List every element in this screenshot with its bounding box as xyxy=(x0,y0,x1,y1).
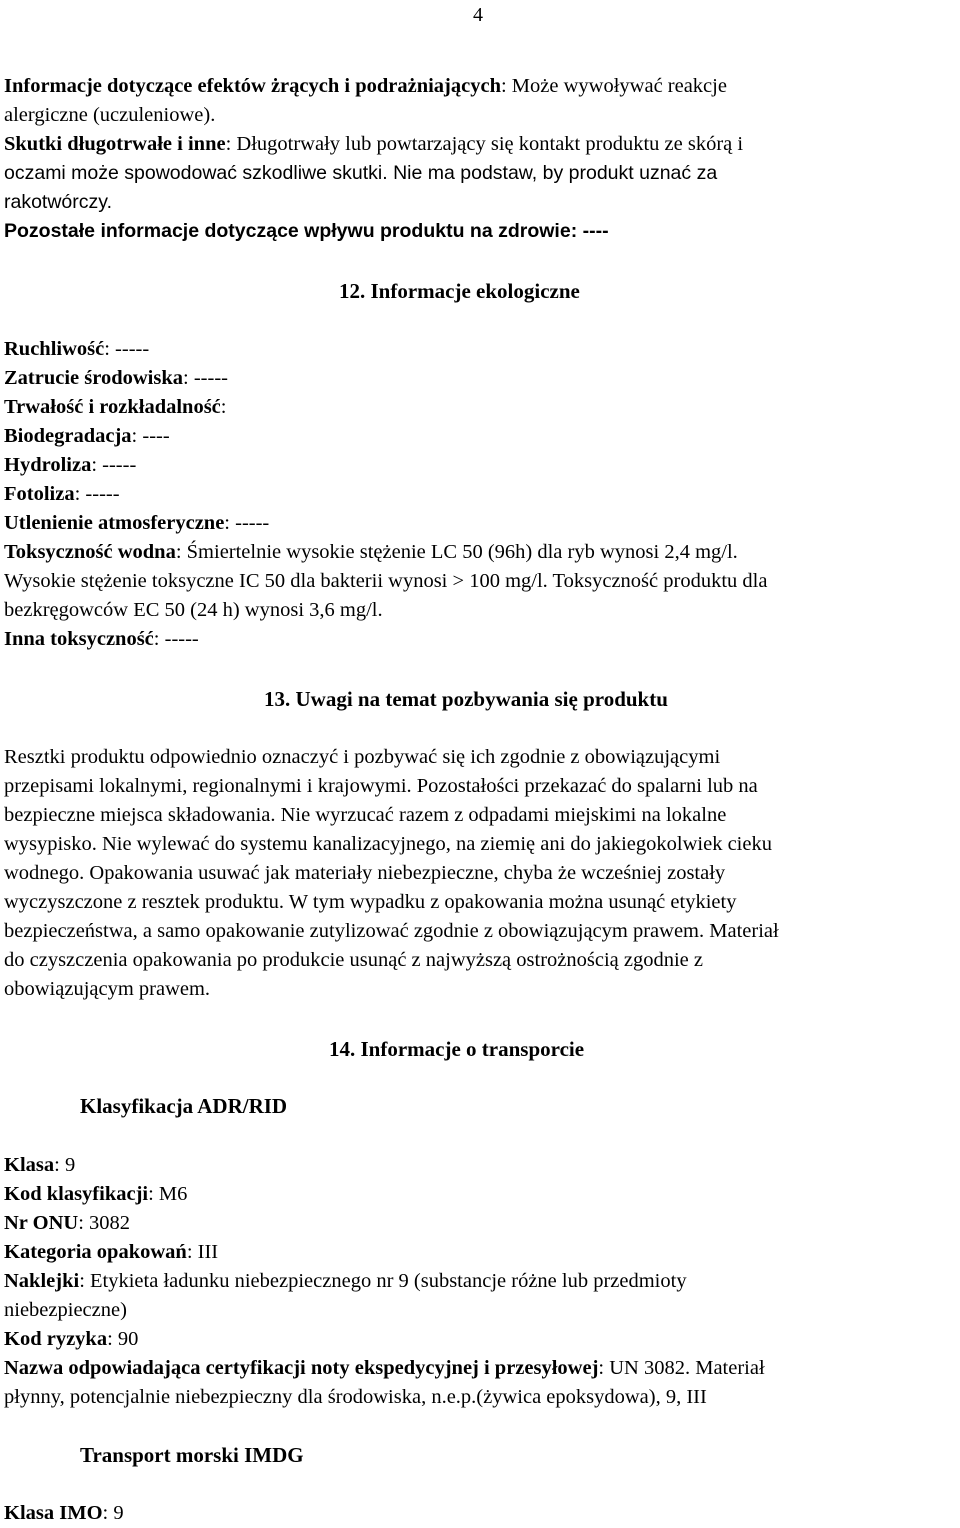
labels-value: : Etykieta ładunku niebezpiecznego nr 9 (substancje różne lub przedmioty xyxy=(79,1270,687,1292)
labels-line-2: niebezpieczne) xyxy=(4,1299,127,1321)
imdg-body xyxy=(4,1499,958,1528)
aquatic-toxicity-text: : Śmiertelnie wysokie stężenie LC 50 (96h) dla ryb wynosi 2,4 mg/l. xyxy=(175,541,738,563)
hazard-code-line xyxy=(4,1325,958,1354)
un-number-line xyxy=(4,1209,958,1238)
packing-group-line xyxy=(4,1238,958,1267)
pollution-value: : ----- xyxy=(183,367,228,389)
longterm-text: : Długotrwały lub powtarzający się kontakt produktu ze skórą i xyxy=(225,133,744,155)
hydrolysis-line xyxy=(4,451,958,480)
oxidation-line xyxy=(4,509,958,538)
section-14-body xyxy=(4,1151,958,1412)
disposal-line: bezpieczne miejsca składowania. Nie wyrzucać razem z odpadami miejskimi na lokalne xyxy=(4,804,727,826)
class-line xyxy=(4,1151,958,1180)
disposal-line: wyczyszczone z resztek produktu. W tym wypadku z opakowania można usunąć etykiety xyxy=(4,891,737,913)
pollution-line xyxy=(4,364,958,393)
shipping-name-line xyxy=(4,1354,958,1383)
other-toxicity-label: Inna toksyczność xyxy=(4,628,154,650)
biodegradation-label: Biodegradacja xyxy=(4,425,132,447)
labels-label: Naklejki xyxy=(4,1270,80,1292)
shipping-name-line-2: płynny, potencjalnie niebezpieczny dla środowiska, n.e.p.(żywica epoksydowa), 9, III xyxy=(4,1386,707,1408)
persistence-label: Trwałość i rozkładalność xyxy=(4,396,221,418)
longterm-line-2: oczami może spowodować szkodliwe skutki. Nie ma podstaw, by produkt uznać za xyxy=(4,162,718,184)
effects-line-2: alergiczne (uczuleniowe). xyxy=(4,104,216,126)
photolysis-value: : ----- xyxy=(74,483,120,505)
effects-text: : Może wywoływać reakcje xyxy=(500,75,727,97)
longterm-label: Skutki długotrwałe i inne xyxy=(4,133,226,155)
un-number-value: : 3082 xyxy=(78,1212,131,1234)
persistence-line xyxy=(4,393,958,422)
photolysis-line xyxy=(4,480,958,509)
mobility-line xyxy=(4,335,958,364)
packing-group-label: Kategoria opakowań xyxy=(4,1241,187,1263)
oxidation-label: Utlenienie atmosferyczne xyxy=(4,512,225,534)
un-number-label: Nr ONU xyxy=(4,1212,79,1234)
classification-code-value: : M6 xyxy=(148,1183,188,1205)
other-toxicity-line xyxy=(4,625,958,654)
hazard-code-value: : 90 xyxy=(107,1328,139,1350)
section-13-heading: 13. Uwagi na temat pozbywania się produktu xyxy=(264,687,668,711)
aquatic-toxicity-line xyxy=(4,538,958,567)
disposal-line: obowiązującym prawem. xyxy=(4,978,211,1000)
section-13-body xyxy=(4,743,958,1004)
class-value: : 9 xyxy=(54,1154,76,1176)
disposal-line: bezpieczeństwa, a samo opakowanie zutylizować zgodnie z obowiązującym prawem. Materiał xyxy=(4,920,779,942)
persistence-value: : xyxy=(220,396,227,418)
section-12-body xyxy=(4,335,958,654)
disposal-line: przepisami lokalnymi, regionalnymi i krajowymi. Pozostałości przekazać do spalarni lub na xyxy=(4,775,758,797)
packing-group-value: : III xyxy=(186,1241,219,1263)
imo-class-value: : 9 xyxy=(102,1502,124,1524)
labels-line xyxy=(4,1267,958,1296)
hydrolysis-value: : ----- xyxy=(91,454,137,476)
section-14-heading: 14. Informacje o transporcie xyxy=(329,1037,585,1061)
other-toxicity-value: : ----- xyxy=(153,628,199,650)
oxidation-value: : ----- xyxy=(224,512,270,534)
biodegradation-value: : ---- xyxy=(131,425,170,447)
longterm-line-3: rakotwórczy. xyxy=(4,191,112,213)
classification-code-label: Kod klasyfikacji xyxy=(4,1183,149,1205)
hydrolysis-label: Hydroliza xyxy=(4,454,92,476)
photolysis-label: Fotoliza xyxy=(4,483,75,505)
disposal-line: do czyszczenia opakowania po produkcie usunąć z najwyższą ostrożnością zgodnie z xyxy=(4,949,703,971)
disposal-line: wysypisko. Nie wylewać do systemu kanalizacyjnego, na ziemię ani do jakiegokolwiek cieku xyxy=(4,833,772,855)
section-12-heading: 12. Informacje ekologiczne xyxy=(339,279,580,303)
aquatic-toxicity-label: Toksyczność wodna xyxy=(4,541,176,563)
page-number: 4 xyxy=(473,4,483,26)
section-11-continuation xyxy=(4,72,958,246)
imo-class-line xyxy=(4,1499,958,1528)
effects-line xyxy=(4,72,958,101)
disposal-line: Resztki produktu odpowiednio oznaczyć i pozbywać się ich zgodnie z obowiązującymi xyxy=(4,746,721,768)
biodegradation-line xyxy=(4,422,958,451)
effects-label: Informacje dotyczące efektów żrących i podrażniających xyxy=(4,75,501,97)
adr-rid-heading: Klasyfikacja ADR/RID xyxy=(80,1094,288,1118)
mobility-value: : ----- xyxy=(104,338,150,360)
imdg-heading: Transport morski IMDG xyxy=(80,1443,304,1467)
other-health-info: Pozostałe informacje dotyczące wpływu produktu na zdrowie: ---- xyxy=(4,220,609,242)
hazard-code-label: Kod ryzyka xyxy=(4,1328,108,1350)
longterm-line xyxy=(4,130,958,159)
class-label: Klasa xyxy=(4,1154,55,1176)
aquatic-toxicity-line-3: bezkręgowców EC 50 (24 h) wynosi 3,6 mg/l. xyxy=(4,599,383,621)
disposal-line: wodnego. Opakowania usuwać jak materiały niebezpieczne, chyba że wcześniej zostały xyxy=(4,862,726,884)
classification-code-line xyxy=(4,1180,958,1209)
shipping-name-value: : UN 3082. Materiał xyxy=(598,1357,765,1379)
imo-class-label: Klasa IMO xyxy=(4,1502,103,1524)
mobility-label: Ruchliwość xyxy=(4,338,105,360)
shipping-name-label: Nazwa odpowiadająca certyfikacji noty ekspedycyjnej i przesyłowej xyxy=(4,1357,599,1379)
aquatic-toxicity-line-2: Wysokie stężenie toksyczne IC 50 dla bakterii wynosi > 100 mg/l. Toksyczność produktu dla xyxy=(4,570,768,592)
pollution-label: Zatrucie środowiska xyxy=(4,367,184,389)
